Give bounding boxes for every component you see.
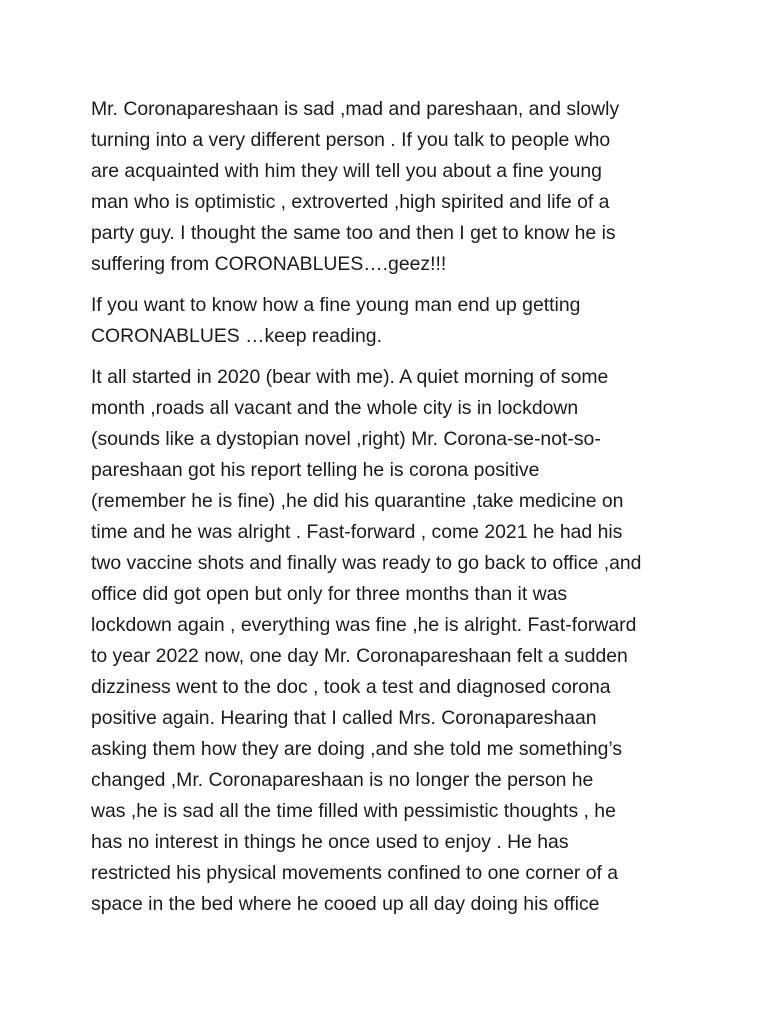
text-line: If you want to know how a fine young man end up getting — [91, 294, 581, 316]
paragraph-intro — [91, 94, 691, 280]
text-line: was ,he is sad all the time filled with pessimistic thoughts , he — [91, 800, 616, 822]
text-line: CORONABLUES …keep reading. — [91, 325, 382, 347]
text-line: It all started in 2020 (bear with me). A quiet morning of some — [91, 366, 609, 388]
document-body — [91, 94, 691, 930]
paragraph-story — [91, 362, 691, 920]
text-line: party guy. I thought the same too and then I get to know he is — [91, 222, 616, 244]
text-line: are acquainted with him they will tell you about a fine young — [91, 160, 602, 182]
text-line: office did got open but only for three months than it was — [91, 583, 568, 605]
text-line: turning into a very different person . If you talk to people who — [91, 129, 611, 151]
text-line: lockdown again , everything was fine ,he is alright. Fast-forward — [91, 614, 637, 636]
paragraph-keep-reading — [91, 290, 691, 352]
text-line: positive again. Hearing that I called Mrs. Coronapareshaan — [91, 707, 597, 729]
text-line: pareshaan got his report telling he is corona positive — [91, 459, 540, 481]
text-line: dizziness went to the doc , took a test and diagnosed corona — [91, 676, 611, 698]
text-line: two vaccine shots and finally was ready to go back to office ,and — [91, 552, 642, 574]
text-line: time and he was alright . Fast-forward , come 2021 he had his — [91, 521, 623, 543]
text-line: Mr. Coronapareshaan is sad ,mad and pareshaan, and slowly — [91, 98, 620, 120]
text-line: month ,roads all vacant and the whole city is in lockdown — [91, 397, 579, 419]
text-line: asking them how they are doing ,and she told me something’s — [91, 738, 623, 760]
text-line: (remember he is fine) ,he did his quarantine ,take medicine on — [91, 490, 624, 512]
text-line: restricted his physical movements confined to one corner of a — [91, 862, 619, 884]
text-line: (sounds like a dystopian novel ,right) Mr. Corona-se-not-so- — [91, 428, 601, 450]
text-line: suffering from CORONABLUES….geez!!! — [91, 253, 447, 275]
text-line: to year 2022 now, one day Mr. Coronapareshaan felt a sudden — [91, 645, 628, 667]
text-line: has no interest in things he once used to enjoy . He has — [91, 831, 569, 853]
text-line: changed ,Mr. Coronapareshaan is no longer the person he — [91, 769, 594, 791]
text-line: space in the bed where he cooed up all day doing his office — [91, 893, 600, 915]
text-line: man who is optimistic , extroverted ,high spirited and life of a — [91, 191, 610, 213]
